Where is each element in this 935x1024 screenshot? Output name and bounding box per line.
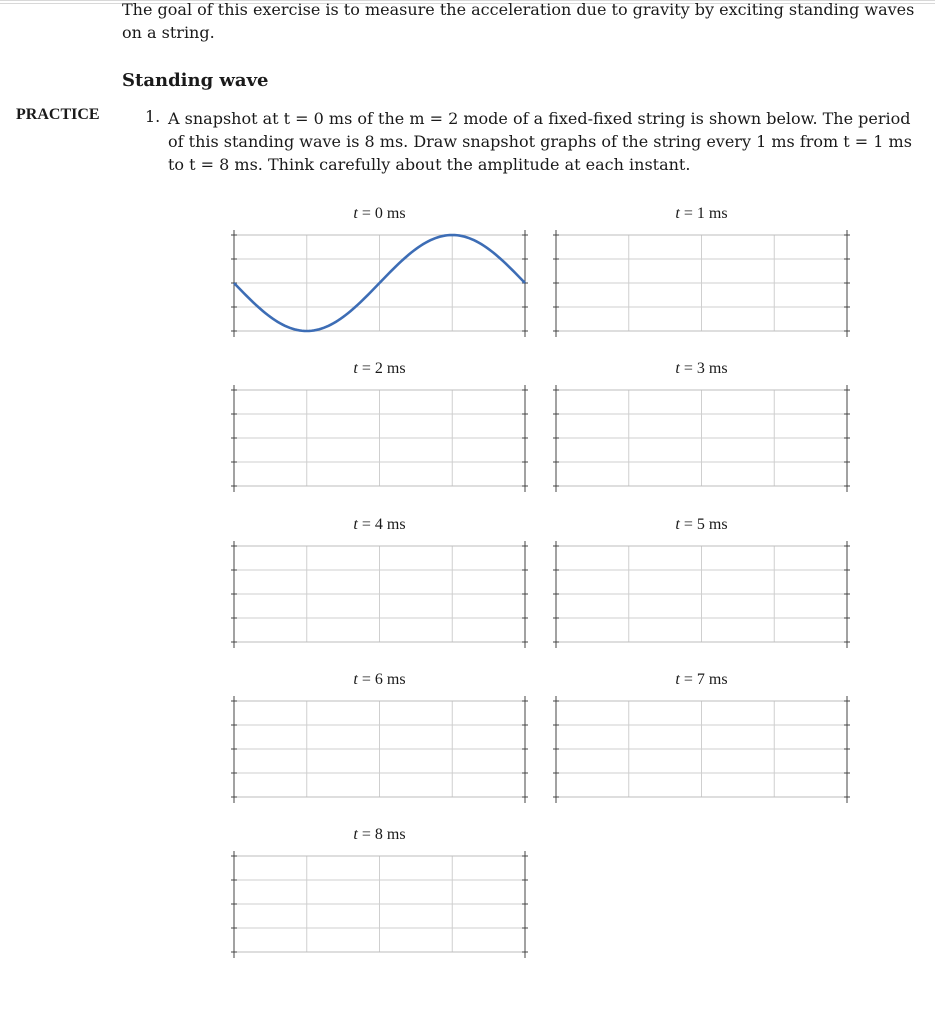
question-text: A snapshot at t = 0 ms of the m = 2 mode of a fixed-fixed string is shown below. The period of this standing wave is 8 ms. Draw snapshot graphs of the string every 1 ms from t = 1 ms to t = 8 ms. Think carefully about the amplitude at each instant. (168, 109, 912, 174)
panel-title (280, 516, 480, 534)
equals-sign: = (357, 670, 375, 688)
snapshot-graph (556, 538, 847, 654)
panel-title (602, 360, 802, 378)
snapshot-graph (234, 693, 525, 809)
time-variable: t (675, 360, 680, 378)
time-variable: t (675, 205, 680, 222)
question-number: 1. (145, 107, 161, 126)
time-value: 5 ms (696, 515, 728, 533)
panel-title (602, 205, 802, 223)
panel-title (280, 671, 480, 689)
practice-label: PRACTICE (16, 106, 100, 123)
time-variable: t (353, 360, 358, 378)
time-value: 0 ms (374, 205, 406, 222)
section-heading: Standing wave (122, 70, 269, 91)
time-value: 3 ms (696, 360, 728, 378)
time-value: 4 ms (374, 515, 406, 533)
time-value: 8 ms (374, 826, 406, 843)
equals-sign: = (357, 826, 375, 843)
panel-title (280, 826, 480, 844)
time-value: 7 ms (696, 670, 728, 688)
time-variable: t (353, 826, 358, 843)
snapshot-graph (234, 538, 525, 654)
panel-title (280, 205, 480, 223)
panel-title (280, 360, 480, 378)
snapshot-graph (234, 382, 525, 498)
time-value: 1 ms (696, 205, 728, 222)
time-value: 6 ms (374, 670, 406, 688)
time-variable: t (353, 670, 358, 688)
snapshot-graph (556, 693, 847, 809)
equals-sign: = (357, 360, 375, 378)
time-variable: t (675, 670, 680, 688)
equals-sign: = (357, 515, 375, 533)
time-variable: t (675, 515, 680, 533)
snapshot-graph (234, 227, 525, 343)
time-value: 2 ms (374, 360, 406, 378)
snapshot-graph (556, 227, 847, 343)
snapshot-graph (556, 382, 847, 498)
equals-sign: = (679, 515, 697, 533)
snapshot-graph (234, 848, 525, 964)
intro-paragraph: The goal of this exercise is to measure the acceleration due to gravity by exciting standing waves on a string. (122, 0, 915, 42)
time-variable: t (353, 205, 358, 222)
equals-sign: = (679, 360, 697, 378)
panel-title (602, 516, 802, 534)
panel-title (602, 671, 802, 689)
equals-sign: = (679, 670, 697, 688)
equals-sign: = (679, 205, 697, 222)
equals-sign: = (357, 205, 375, 222)
time-variable: t (353, 515, 358, 533)
